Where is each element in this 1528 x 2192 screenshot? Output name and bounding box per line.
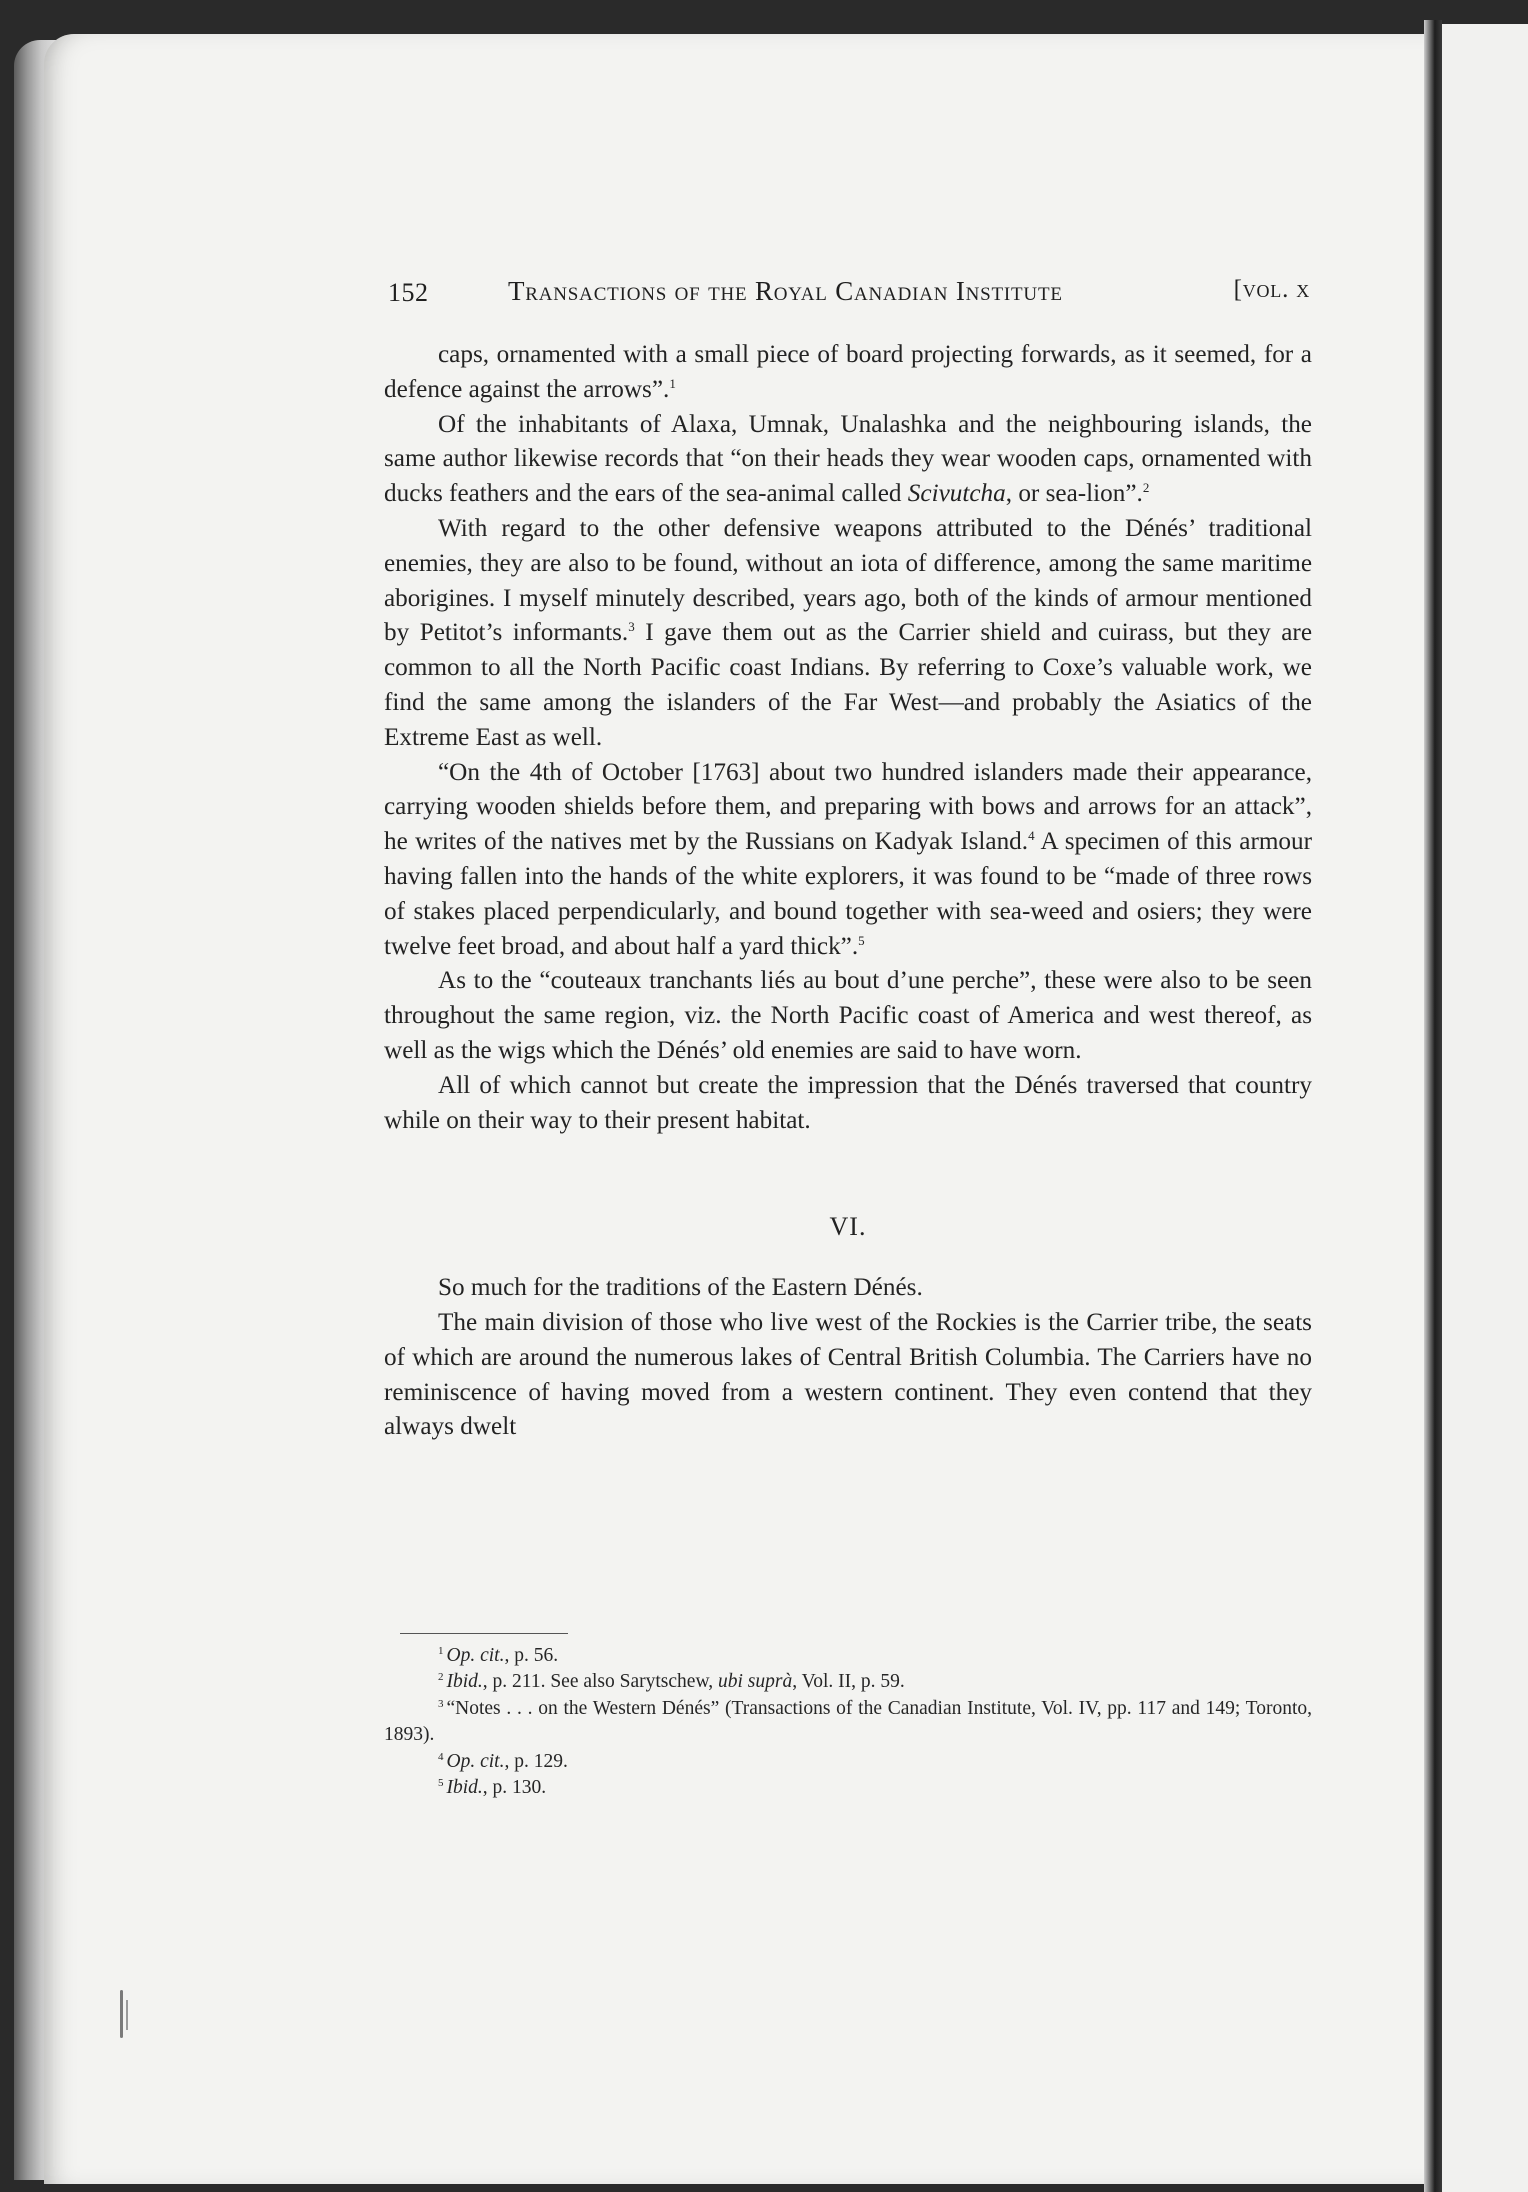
footnote <box>384 1696 1312 1749</box>
section-heading: VI. <box>829 1212 867 1242</box>
text-run: , p. 211. See also Sarytschew, <box>482 1671 719 1693</box>
footnote <box>384 1669 1312 1695</box>
paragraph <box>384 1271 1312 1306</box>
footnote <box>384 1749 1312 1775</box>
paragraph <box>384 964 1312 1068</box>
italic-text: Scivutcha <box>907 480 1006 508</box>
book-gutter <box>1424 20 1442 2192</box>
text-run: I gave them out as the Carrier shield and cuirass, but they are common to all the North Pacific coast Indians. By referring to Coxe’s valuable work, we find the same among the islanders of the Far West—and probably the Asiatics of the Extreme East as well. <box>384 619 1313 751</box>
text-run: All of which cannot but create the impression that the Dénés traversed that country while on their way to their present habitat. <box>384 1071 1312 1134</box>
footnote-number: 2 <box>438 1671 444 1684</box>
margin-pencil-mark <box>120 1990 123 2038</box>
running-head <box>388 272 1310 312</box>
paragraph <box>384 1306 1312 1445</box>
paragraph <box>384 512 1312 756</box>
page-number: 152 <box>388 278 429 307</box>
paragraphs-after-section <box>384 1271 1312 1445</box>
footnote-number: 5 <box>438 1777 444 1790</box>
italic-text: Op. cit. <box>446 1645 505 1666</box>
body-text <box>384 338 1312 1445</box>
text-run: , or sea-lion”. <box>1005 480 1143 508</box>
paragraph <box>384 338 1312 408</box>
footnote-number: 1 <box>438 1645 444 1657</box>
footnote-number: 4 <box>438 1750 444 1763</box>
facing-page-edge <box>1442 24 1528 2192</box>
paragraph <box>384 408 1312 512</box>
text-run: As to the “couteaux tranchants liés au bout d’une perche”, these were also to be seen throughout the same region, viz. the North Pacific coast of America and west thereof, as well as the wigs which the Dénés’ old enemies are said to have worn. <box>384 967 1312 1064</box>
text-run: “On the 4th of October [1763] about two hundred islanders made their appearance, carrying wooden shields before them, and preparing with bows and arrows for an attack”, he writes of the natives met by the Russians on Kadyak Island. <box>384 758 1312 856</box>
footnote-marker: 2 <box>1142 480 1150 496</box>
text-run: , Vol. II, p. 59. <box>792 1671 905 1693</box>
volume-label: [vol. x <box>1233 276 1310 303</box>
footnote-marker: 4 <box>1028 828 1035 844</box>
footnote-rule <box>400 1633 568 1634</box>
footnote-marker: 5 <box>858 932 865 948</box>
paragraph <box>384 756 1312 965</box>
paragraphs-before-section <box>384 338 1312 1138</box>
text-run: , p. 130. <box>482 1777 547 1799</box>
italic-text: ubi suprà <box>718 1671 793 1693</box>
margin-pencil-mark <box>126 2000 128 2030</box>
text-run: A specimen of this armour having fallen into the hands of the white explorers, it was found to be “made of three rows of stakes placed perpendicularly, and bound together with sea-weed and osiers; they were twelve feet broad, and about half a yard thick”. <box>384 828 1312 960</box>
paragraph <box>384 1069 1312 1139</box>
text-run: The main division of those who live west of the Rockies is the Carrier tribe, the seats of which are around the numerous lakes of Central British Columbia. The Carriers have no reminiscence of having moved from a western continent. They even contend that they always dwelt <box>384 1308 1312 1441</box>
text-run: “Notes . . . on the Western Dénés” (Transactions of the Canadian Institute, Vol. IV, pp. 117 and 149; Toronto, 1893). <box>384 1697 1312 1746</box>
text-run: So much for the traditions of the Eastern Dénés. <box>438 1274 923 1302</box>
text-run: Of the inhabitants of Alaxa, Umnak, Unalashka and the neighbouring islands, the same author likewise records that “on their heads they wear wooden caps, ornamented with ducks feathers and the ears of the sea-animal called <box>384 410 1312 508</box>
text-run: caps, ornamented with a small piece of board projecting forwards, as it seemed, for a defence against the arrows”. <box>384 341 1312 403</box>
italic-text: Op. cit. <box>446 1750 505 1772</box>
footnote-marker: 1 <box>669 375 676 391</box>
footnote-number: 3 <box>438 1697 444 1710</box>
text-run: , p. 129. <box>504 1750 568 1772</box>
footnote-marker: 3 <box>628 619 635 635</box>
footnote <box>384 1775 1312 1801</box>
italic-text: Ibid. <box>446 1671 483 1693</box>
footnote <box>384 1643 1312 1669</box>
italic-text: Ibid. <box>446 1777 483 1799</box>
running-title: Transactions of the Royal Canadian Institute <box>508 276 1063 306</box>
footnotes <box>384 1643 1312 1801</box>
text-run: With regard to the other defensive weapons attributed to the Dénés’ traditional enemies, they are also to be found, without an iota of difference, among the same maritime aborigines. I myself minutely described, years ago, both of the kinds of armour mentioned by Petitot’s informants. <box>384 514 1312 647</box>
text-run: , p. 56. <box>504 1645 559 1666</box>
